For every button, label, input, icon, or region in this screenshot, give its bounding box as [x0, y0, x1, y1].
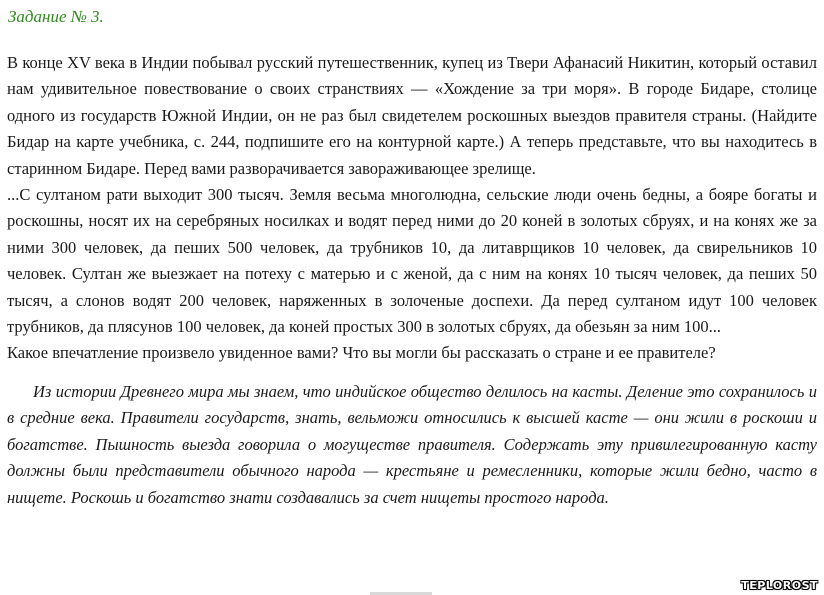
document-page — [7, 6, 817, 511]
quote-paragraph: ...С султаном рати выходит 300 тысяч. Земля весьма многолюдна, сельские люди очень бедны, а бояре богаты и роскошны, носят их на серебряных носилках и водят перед ними до 20 коней в золотых сбруях, и на конях же за ними 300 человек, да пеших 500 человек, да трубников 10, да литаврщиков 10 человек, да свирельников 10 человек. Султан же выезжает на потеху с матерью и с женой, да с ним на конях 10 тысяч человек, да пеших 50 тысяч, а слонов водят 200 человек, наряженных в золоченые доспехи. Да перед султаном идут 100 человек трубников, да плясунов 100 человек, да коней простых 300 в золотых сбруях, да обезьян за ним 100... — [7, 185, 817, 337]
question-paragraph: Какое впечатление произвело увиденное вами? Что вы могли бы рассказать о стране и ее правителе? — [7, 343, 716, 363]
task-title: Задание № 3. — [8, 7, 104, 26]
watermark-logo: TEPLOROST — [741, 579, 818, 592]
answer-paragraph: Из истории Древнего мира мы знаем, что индийское общество делилось на касты. Деление это сохранилось и в средние века. Правители государств, знать, вельможи относились к высшей касте — они жили в роскоши и богатстве. Пышность выезда говорила о могуществе правителя. Содержать эту привилегированную касту должны были представители обычного народа — крестьяне и ремесленники, которые жили бедно, часто в нищете. Роскошь и богатство знати создавались за счет нищеты простого народа. — [7, 381, 817, 507]
intro-paragraph: В конце XV века в Индии побывал русский путешественник, купец из Твери Афанасий Никитин, который оставил нам удивительное повествование о своих странствиях — «Хождение за три моря». В городе Бидаре, столице одного из государств Южной Индии, он не раз был свидетелем роскошных выездов правителя страны. (Найдите Бидар на карте учебника, с. 244, подпишите его на контурной карте.) А теперь представьте, что вы находитесь в старинном Бидаре. Перед вами разворачивается завораживающее зрелище. — [7, 53, 817, 178]
